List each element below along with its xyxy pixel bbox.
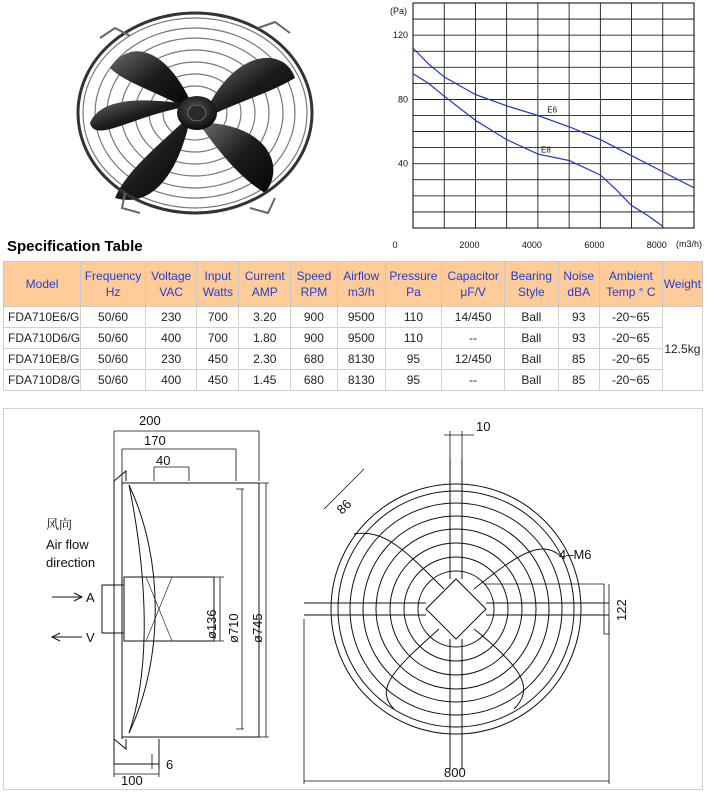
table-cell: 9500: [337, 307, 385, 328]
table-cell: FDA710D8/G: [4, 370, 81, 391]
table-row: [4, 307, 703, 328]
dim-136: ø136: [204, 609, 219, 639]
table-cell: 3.20: [239, 307, 291, 328]
table-cell: FDA710D6/G: [4, 328, 81, 349]
table-row: [4, 349, 703, 370]
table-cell: 95: [385, 349, 441, 370]
spec-header-5: Speed RPM: [291, 262, 338, 307]
curve-labels: [541, 105, 558, 154]
dim-122: 122: [614, 599, 629, 621]
spec-header-3: Input Watts: [197, 262, 239, 307]
table-cell: 1.80: [239, 328, 291, 349]
dim-710: ø710: [226, 613, 241, 643]
table-cell: 700: [197, 307, 239, 328]
y-unit-label: (Pa): [390, 6, 408, 16]
table-cell: 12/450: [442, 349, 505, 370]
table-row: [4, 370, 703, 391]
dim-800: 800: [444, 765, 466, 780]
airflow-cn-label: 风向: [46, 517, 73, 532]
table-cell: 50/60: [81, 307, 146, 328]
weight-cell: 12.5kg: [662, 307, 702, 391]
table-cell: 230: [146, 349, 197, 370]
table-cell: Ball: [505, 370, 558, 391]
spec-table-body: [4, 307, 703, 391]
table-cell: -20~65: [599, 307, 662, 328]
table-cell: 9500: [337, 328, 385, 349]
table-cell: 900: [291, 307, 338, 328]
table-cell: --: [442, 328, 505, 349]
drawing-canvas: [4, 409, 704, 791]
dim-40: 40: [156, 453, 171, 468]
curve-label-e6: E6: [547, 105, 558, 115]
y-tick-label: 80: [397, 94, 408, 105]
table-cell: 400: [146, 370, 197, 391]
arrow-v-label: V: [86, 630, 95, 645]
table-row: [4, 328, 703, 349]
table-cell: FDA710E8/G: [4, 349, 81, 370]
x-tick-label: 6000: [584, 240, 605, 250]
dim-170: 170: [144, 433, 166, 448]
x-unit-label: (m3/h): [676, 239, 703, 249]
spec-header-row: [4, 262, 703, 307]
spec-header-7: Pressure Pa: [385, 262, 441, 307]
spec-header-9: Bearing Style: [505, 262, 558, 307]
table-cell: 8130: [337, 370, 385, 391]
spec-header-6: Airflow m3/h: [337, 262, 385, 307]
chart-grid: [413, 3, 694, 228]
dim-6: 6: [166, 757, 174, 772]
dim-m6: 4–M6: [559, 547, 592, 562]
dim-745: ø745: [250, 613, 265, 643]
table-cell: Ball: [505, 328, 558, 349]
table-cell: 85: [558, 370, 599, 391]
spec-header-12: Weight: [662, 262, 702, 307]
table-cell: 680: [291, 349, 338, 370]
chart-ticks: [392, 30, 666, 250]
table-cell: 680: [291, 370, 338, 391]
curve-label-e8: E8: [541, 145, 551, 155]
table-cell: Ball: [505, 307, 558, 328]
spec-header-4: Current AMP: [239, 262, 291, 307]
spec-header-8: Capacitor μF/V: [442, 262, 505, 307]
table-cell: 700: [197, 328, 239, 349]
fan-photo: [70, 8, 320, 228]
table-cell: 400: [146, 328, 197, 349]
table-cell: 93: [558, 307, 599, 328]
table-cell: 1.45: [239, 370, 291, 391]
table-cell: 8130: [337, 349, 385, 370]
table-cell: 93: [558, 328, 599, 349]
table-cell: 14/450: [442, 307, 505, 328]
spec-header-0: Model: [4, 262, 81, 307]
dim-200: 200: [139, 413, 161, 428]
table-cell: 450: [197, 370, 239, 391]
table-cell: -20~65: [599, 349, 662, 370]
table-cell: 50/60: [81, 328, 146, 349]
table-cell: --: [442, 370, 505, 391]
x-tick-label: 8000: [646, 240, 667, 250]
table-cell: -20~65: [599, 370, 662, 391]
airflow-en-label-1: Air flow: [46, 537, 89, 552]
series-line-E6: [413, 48, 694, 188]
x-tick-label: 2000: [459, 240, 480, 250]
performance-curve-chart: [376, 0, 706, 252]
x-tick-label: 4000: [521, 240, 542, 250]
dim-100: 100: [121, 773, 143, 788]
table-cell: -20~65: [599, 328, 662, 349]
table-cell: 95: [385, 370, 441, 391]
spec-table-title: Specification Table: [7, 238, 143, 255]
table-cell: 900: [291, 328, 338, 349]
dim-10: 10: [476, 419, 491, 434]
table-cell: Ball: [505, 349, 558, 370]
dim-86: 86: [333, 496, 355, 518]
spec-header-2: Voltage VAC: [146, 262, 197, 307]
table-cell: 450: [197, 349, 239, 370]
chart-lines: [413, 48, 694, 226]
table-cell: 85: [558, 349, 599, 370]
spec-header-10: Noise dBA: [558, 262, 599, 307]
spec-table: [3, 261, 703, 391]
arrow-a-label: A: [86, 590, 95, 605]
table-cell: 50/60: [81, 370, 146, 391]
table-cell: 110: [385, 307, 441, 328]
table-cell: 110: [385, 328, 441, 349]
airflow-en-label-2: direction: [46, 555, 96, 570]
y-tick-label: 120: [392, 30, 408, 41]
table-cell: 230: [146, 307, 197, 328]
spec-header-1: Frequency Hz: [81, 262, 146, 307]
table-cell: 50/60: [81, 349, 146, 370]
dimension-drawings: [3, 408, 703, 790]
y-tick-label: 40: [397, 158, 408, 169]
x-tick-label: 0: [392, 240, 398, 250]
spec-header-11: Ambient Temp ° C: [599, 262, 662, 307]
table-cell: FDA710E6/G: [4, 307, 81, 328]
table-cell: 2.30: [239, 349, 291, 370]
